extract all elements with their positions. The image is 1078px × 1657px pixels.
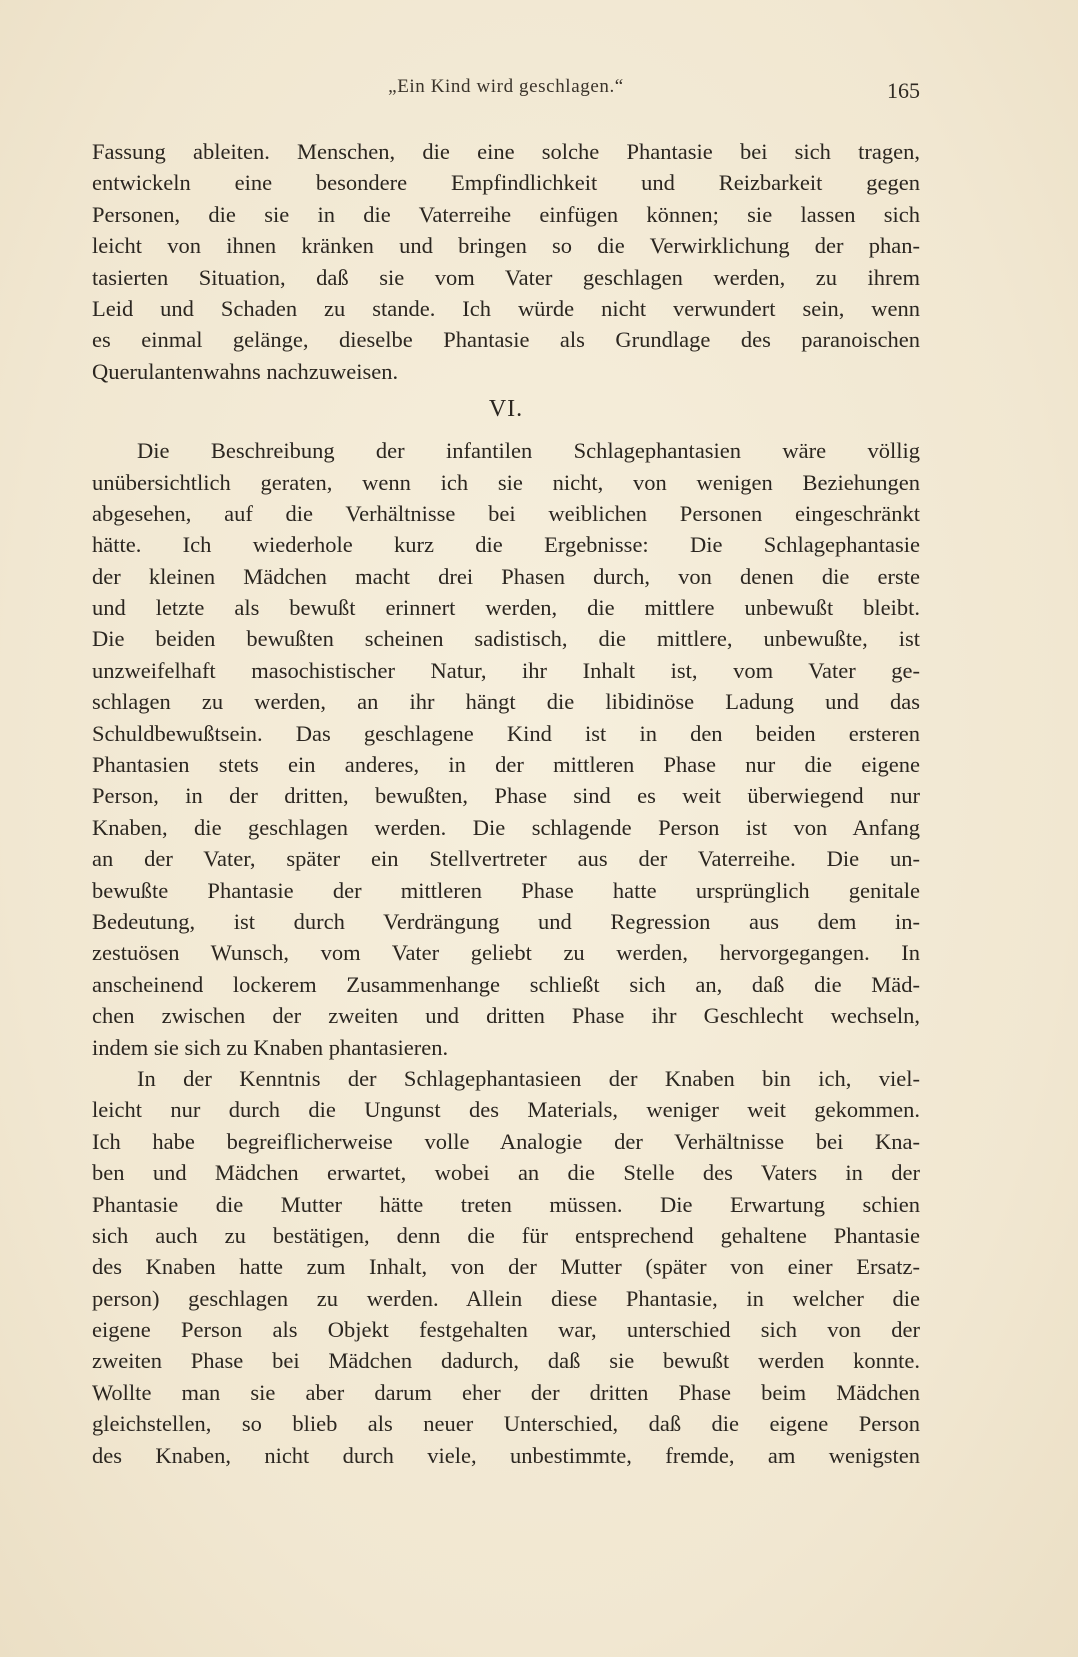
text-line: hätte. Ich wiederhole kurz die Ergebnisse: Die Schlagephantasie — [92, 532, 920, 558]
text-line: und letzte als bewußt erinnert werden, die mittlere unbewußt bleibt. — [92, 595, 920, 621]
text-line: Phantasien stets ein anderes, in der mittleren Phase nur die eigene — [92, 752, 920, 778]
text-line: abgesehen, auf die Verhältnisse bei weiblichen Personen eingeschränkt — [92, 500, 920, 526]
text-line: zestuösen Wunsch, vom Vater geliebt zu werden, hervorgegangen. In — [92, 940, 920, 966]
text-line: eigene Person als Objekt festgehalten war, unterschied sich von der — [92, 1317, 920, 1343]
text-line: bewußte Phantasie der mittleren Phase hatte ursprünglich genitale — [92, 877, 920, 903]
text-line: zweiten Phase bei Mädchen dadurch, daß sie bewußt werden konnte. — [92, 1348, 920, 1374]
text-line: Die beiden bewußten scheinen sadistisch, die mittlere, unbewußte, ist — [92, 626, 920, 652]
text-line: leicht von ihnen kränken und bringen so die Verwirklichung der phan- — [92, 233, 920, 259]
text-line: schlagen zu werden, an ihr hängt die libidinöse Ladung und das — [92, 689, 920, 715]
text-line: unübersichtlich geraten, wenn ich sie nicht, von wenigen Beziehungen — [92, 469, 920, 495]
paragraph-2 — [92, 435, 920, 1063]
text-line: Knaben, die geschlagen werden. Die schlagende Person ist von Anfang — [92, 814, 920, 840]
text-line: anscheinend lockerem Zusammenhange schließt sich an, daß die Mäd- — [92, 971, 920, 997]
paragraph-1 — [92, 136, 920, 387]
text-line: entwickeln eine besondere Empfindlichkeit und Reizbarkeit gegen — [92, 170, 920, 196]
text-line: es einmal gelänge, dieselbe Phantasie als Grundlage des paranoischen — [92, 327, 920, 353]
text-line: Fassung ableiten. Menschen, die eine solche Phantasie bei sich tragen, — [92, 139, 920, 164]
section-heading: VI. — [488, 396, 524, 423]
text-line: Ich habe begreiflicherweise volle Analogie der Verhältnisse bei Kna- — [92, 1128, 920, 1154]
text-line: Leid und Schaden zu stande. Ich würde nicht verwundert sein, wenn — [92, 295, 920, 321]
text-line: Schuldbewußtsein. Das geschlagene Kind ist in den beiden ersteren — [92, 720, 920, 746]
text-line: Wollte man sie aber darum eher der dritten Phase beim Mädchen — [92, 1379, 920, 1405]
text-line: sich auch zu bestätigen, denn die für entsprechend gehaltene Phantasie — [92, 1222, 920, 1248]
text-line: indem sie sich zu Knaben phantasieren. — [92, 1034, 449, 1060]
text-line: person) geschlagen zu werden. Allein diese Phantasie, in welcher die — [92, 1285, 920, 1311]
text-line: unzweifelhaft masochistischer Natur, ihr Inhalt ist, vom Vater ge- — [92, 657, 920, 683]
text-line: Bedeutung, ist durch Verdrängung und Regression aus dem in- — [92, 908, 920, 934]
text-line: Personen, die sie in die Vaterreihe einfügen können; sie lassen sich — [92, 201, 920, 227]
text-line: chen zwischen der zweiten und dritten Phase ihr Geschlecht wechseln, — [92, 1003, 920, 1029]
page-header — [92, 76, 920, 108]
page-number: 165 — [887, 78, 920, 103]
text-line: Querulantenwahns nachzuweisen. — [92, 358, 399, 384]
text-line: an der Vater, später ein Stellvertreter aus der Vaterreihe. Die un- — [92, 846, 920, 872]
text-line: In der Kenntnis der Schlagephantasieen der Knaben bin ich, viel- — [137, 1065, 920, 1091]
running-title: „Ein Kind wird geschlagen.“ — [388, 76, 624, 97]
text-line: Person, in der dritten, bewußten, Phase sind es weit überwiegend nur — [92, 783, 920, 809]
body-text — [92, 136, 920, 1471]
text-line: Die Beschreibung der infantilen Schlagephantasien wäre völlig — [137, 438, 920, 464]
text-line: des Knaben, nicht durch viele, unbestimmte, fremde, am wenigsten — [92, 1442, 920, 1468]
text-line: des Knaben hatte zum Inhalt, von der Mutter (später von einer Ersatz- — [92, 1254, 920, 1280]
text-line: gleichstellen, so blieb als neuer Unterschied, daß die eigene Person — [92, 1411, 920, 1437]
paragraph-3 — [92, 1063, 920, 1471]
text-line: ben und Mädchen erwartet, wobei an die Stelle des Vaters in der — [92, 1160, 920, 1186]
text-line: Phantasie die Mutter hätte treten müssen. Die Erwartung schien — [92, 1191, 920, 1217]
text-line: der kleinen Mädchen macht drei Phasen durch, von denen die erste — [92, 563, 920, 589]
text-line: tasierten Situation, daß sie vom Vater geschlagen werden, zu ihrem — [92, 264, 920, 290]
text-line: leicht nur durch die Ungunst des Materials, weniger weit gekommen. — [92, 1097, 920, 1123]
